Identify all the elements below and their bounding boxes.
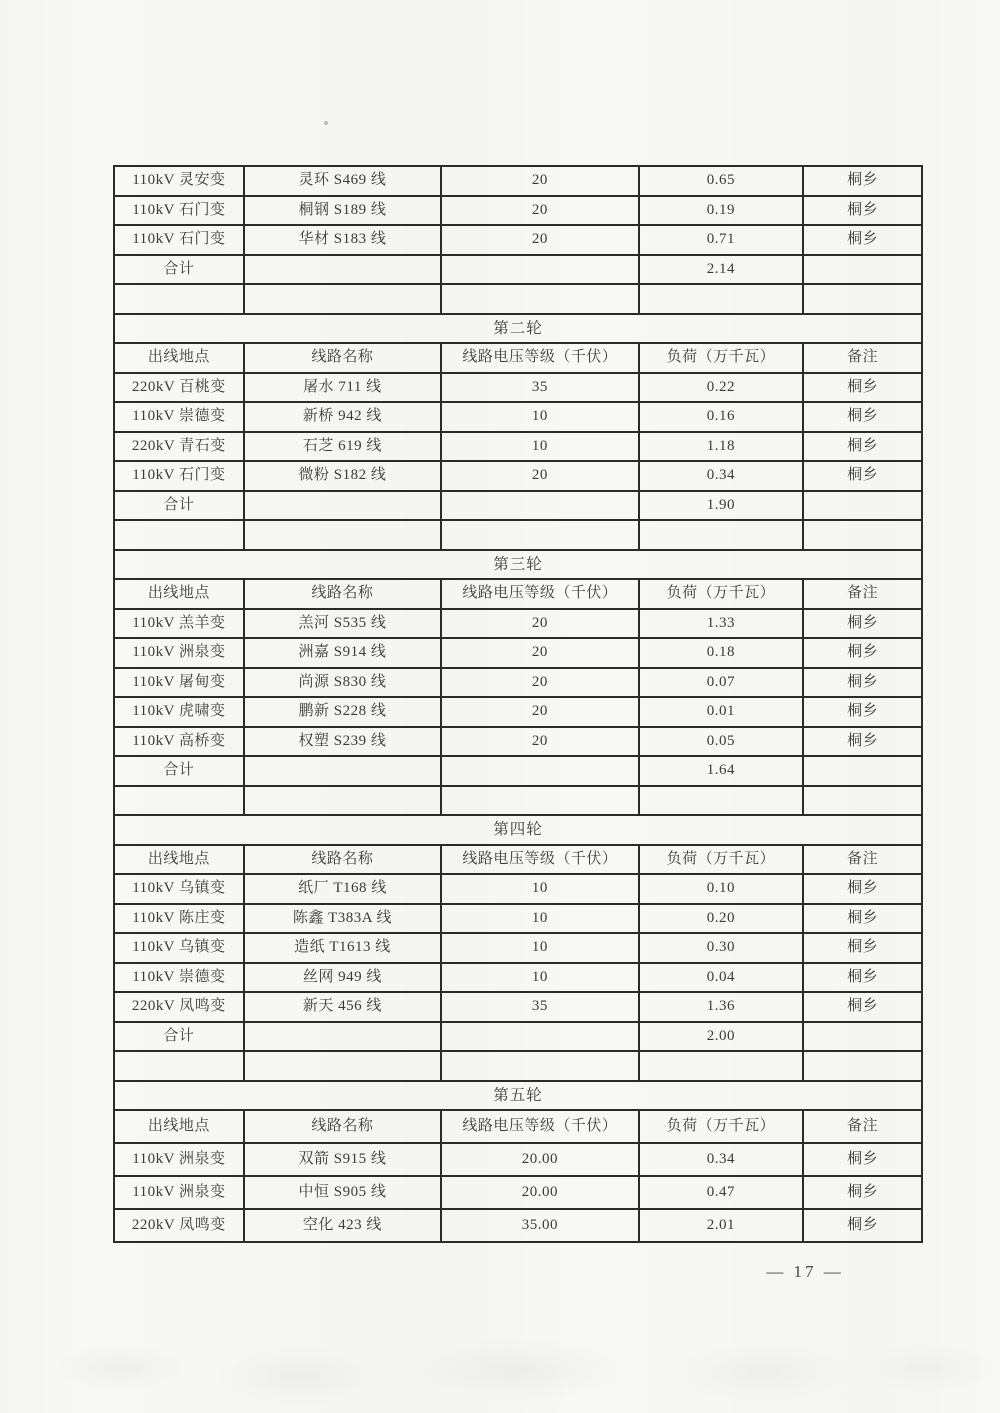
cell-line-name: 空化 423 线	[244, 1209, 441, 1242]
column-header-location: 出线地点	[114, 343, 244, 373]
cell-remark: 桐乡	[803, 196, 922, 226]
cell-empty	[639, 786, 804, 816]
cell-empty	[114, 1051, 244, 1081]
cell-location: 220kV 百桃变	[114, 373, 244, 403]
table-row	[114, 609, 922, 639]
cell-load: 0.34	[639, 1143, 804, 1176]
cell-remark: 桐乡	[803, 402, 922, 432]
cell-voltage: 20	[441, 697, 638, 727]
table-row	[114, 697, 922, 727]
cell-empty	[803, 520, 922, 550]
cell-location: 110kV 崇德变	[114, 963, 244, 993]
table-row	[114, 904, 922, 934]
cell-total-value: 2.14	[639, 255, 804, 285]
scan-artifact-dot	[324, 121, 328, 125]
cell-line-name: 双箭 S915 线	[244, 1143, 441, 1176]
cell-remark: 桐乡	[803, 461, 922, 491]
column-header-voltage: 线路电压等级（千伏）	[441, 579, 638, 609]
cell-location: 110kV 羔羊变	[114, 609, 244, 639]
cell-empty	[244, 1051, 441, 1081]
cell-line-name: 石芝 619 线	[244, 432, 441, 462]
cell-load: 2.01	[639, 1209, 804, 1242]
cell-location: 110kV 洲泉变	[114, 638, 244, 668]
cell-empty	[244, 491, 441, 521]
cell-location: 110kV 乌镇变	[114, 874, 244, 904]
cell-voltage: 20.00	[441, 1176, 638, 1209]
cell-remark: 桐乡	[803, 373, 922, 403]
table-row	[114, 373, 922, 403]
column-header-location: 出线地点	[114, 579, 244, 609]
section-title-row	[114, 314, 922, 344]
cell-voltage: 20	[441, 727, 638, 757]
cell-voltage: 20	[441, 668, 638, 698]
cell-remark: 桐乡	[803, 1176, 922, 1209]
cell-location: 110kV 陈庄变	[114, 904, 244, 934]
total-row	[114, 756, 922, 786]
cell-load: 0.04	[639, 963, 804, 993]
column-header-line-name: 线路名称	[244, 845, 441, 875]
cell-empty	[244, 284, 441, 314]
cell-location: 110kV 洲泉变	[114, 1176, 244, 1209]
cell-voltage: 20	[441, 638, 638, 668]
cell-location: 110kV 虎啸变	[114, 697, 244, 727]
cell-load: 0.47	[639, 1176, 804, 1209]
cell-load: 0.71	[639, 225, 804, 255]
cell-load: 0.20	[639, 904, 804, 934]
cell-empty	[803, 1051, 922, 1081]
cell-total-label: 合计	[114, 1022, 244, 1052]
table-row	[114, 638, 922, 668]
cell-empty	[441, 1022, 638, 1052]
section-title: 第三轮	[114, 550, 922, 580]
blank-spacer-row	[114, 786, 922, 816]
column-header-row	[114, 343, 922, 373]
section-title: 第五轮	[114, 1081, 922, 1111]
cell-voltage: 35	[441, 992, 638, 1022]
cell-load: 0.07	[639, 668, 804, 698]
cell-voltage: 20.00	[441, 1143, 638, 1176]
cell-total-label: 合计	[114, 255, 244, 285]
cell-empty	[244, 756, 441, 786]
table-row	[114, 1176, 922, 1209]
cell-line-name: 尚源 S830 线	[244, 668, 441, 698]
cell-location: 110kV 高桥变	[114, 727, 244, 757]
cell-load: 0.19	[639, 196, 804, 226]
table-row	[114, 196, 922, 226]
blank-spacer-row	[114, 284, 922, 314]
cell-empty	[639, 520, 804, 550]
cell-line-name: 微粉 S182 线	[244, 461, 441, 491]
cell-line-name: 中恒 S905 线	[244, 1176, 441, 1209]
page-number	[735, 1262, 875, 1282]
cell-line-name: 造纸 T1613 线	[244, 933, 441, 963]
column-header-voltage: 线路电压等级（千伏）	[441, 1110, 638, 1143]
cell-empty	[114, 284, 244, 314]
cell-remark: 桐乡	[803, 697, 922, 727]
cell-empty	[441, 756, 638, 786]
cell-voltage: 10	[441, 963, 638, 993]
cell-total-label: 合计	[114, 491, 244, 521]
table-row	[114, 1143, 922, 1176]
table-row	[114, 992, 922, 1022]
cell-total-value: 1.64	[639, 756, 804, 786]
cell-empty	[803, 756, 922, 786]
column-header-line-name: 线路名称	[244, 343, 441, 373]
column-header-line-name: 线路名称	[244, 579, 441, 609]
cell-remark: 桐乡	[803, 609, 922, 639]
column-header-load: 负荷（万千瓦）	[639, 1110, 804, 1143]
cell-load: 0.34	[639, 461, 804, 491]
cell-remark: 桐乡	[803, 904, 922, 934]
column-header-location: 出线地点	[114, 1110, 244, 1143]
cell-remark: 桐乡	[803, 963, 922, 993]
cell-remark: 桐乡	[803, 668, 922, 698]
cell-load: 0.10	[639, 874, 804, 904]
total-row	[114, 491, 922, 521]
cell-total-value: 1.90	[639, 491, 804, 521]
cell-empty	[803, 255, 922, 285]
section-title-row	[114, 815, 922, 845]
cell-load: 0.01	[639, 697, 804, 727]
total-row	[114, 255, 922, 285]
cell-load: 1.18	[639, 432, 804, 462]
cell-line-name: 鹏新 S228 线	[244, 697, 441, 727]
column-header-voltage: 线路电压等级（千伏）	[441, 343, 638, 373]
cell-line-name: 羔河 S535 线	[244, 609, 441, 639]
cell-empty	[114, 520, 244, 550]
cell-load: 0.30	[639, 933, 804, 963]
cell-location: 110kV 石门变	[114, 196, 244, 226]
cell-empty	[803, 1022, 922, 1052]
cell-empty	[803, 491, 922, 521]
cell-voltage: 35.00	[441, 1209, 638, 1242]
total-row	[114, 1022, 922, 1052]
cell-voltage: 10	[441, 432, 638, 462]
column-header-row	[114, 845, 922, 875]
cell-voltage: 20	[441, 166, 638, 196]
cell-remark: 桐乡	[803, 874, 922, 904]
cell-total-value: 2.00	[639, 1022, 804, 1052]
cell-empty	[441, 255, 638, 285]
column-header-voltage: 线路电压等级（千伏）	[441, 845, 638, 875]
cell-empty	[244, 786, 441, 816]
cell-location: 220kV 青石变	[114, 432, 244, 462]
column-header-load: 负荷（万千瓦）	[639, 845, 804, 875]
cell-location: 110kV 石门变	[114, 461, 244, 491]
table-row	[114, 402, 922, 432]
cell-load: 1.33	[639, 609, 804, 639]
column-header-load: 负荷（万千瓦）	[639, 343, 804, 373]
blank-spacer-row	[114, 520, 922, 550]
section-title-row	[114, 1081, 922, 1111]
cell-voltage: 20	[441, 225, 638, 255]
cell-remark: 桐乡	[803, 638, 922, 668]
cell-empty	[114, 786, 244, 816]
cell-remark: 桐乡	[803, 727, 922, 757]
cell-empty	[441, 786, 638, 816]
cell-location: 220kV 凤鸣变	[114, 992, 244, 1022]
cell-load: 1.36	[639, 992, 804, 1022]
cell-empty	[639, 1051, 804, 1081]
cell-empty	[244, 520, 441, 550]
cell-load: 0.16	[639, 402, 804, 432]
column-header-remark: 备注	[803, 343, 922, 373]
cell-load: 0.05	[639, 727, 804, 757]
cell-location: 220kV 凤鸣变	[114, 1209, 244, 1242]
cell-remark: 桐乡	[803, 432, 922, 462]
cell-voltage: 10	[441, 874, 638, 904]
cell-line-name: 丝网 949 线	[244, 963, 441, 993]
cell-empty	[639, 284, 804, 314]
cell-remark: 桐乡	[803, 225, 922, 255]
cell-location: 110kV 乌镇变	[114, 933, 244, 963]
cell-voltage: 20	[441, 461, 638, 491]
table-row	[114, 225, 922, 255]
cell-load: 0.65	[639, 166, 804, 196]
cell-empty	[441, 491, 638, 521]
cell-line-name: 屠水 711 线	[244, 373, 441, 403]
cell-location: 110kV 屠甸变	[114, 668, 244, 698]
cell-line-name: 新天 456 线	[244, 992, 441, 1022]
table-row	[114, 874, 922, 904]
column-header-location: 出线地点	[114, 845, 244, 875]
cell-line-name: 权塑 S239 线	[244, 727, 441, 757]
table-row	[114, 432, 922, 462]
page-number-text: — 17 —	[766, 1262, 844, 1281]
cell-location: 110kV 灵安变	[114, 166, 244, 196]
cell-empty	[441, 284, 638, 314]
cell-empty	[244, 1022, 441, 1052]
table-row	[114, 963, 922, 993]
cell-empty	[441, 520, 638, 550]
column-header-line-name: 线路名称	[244, 1110, 441, 1143]
cell-line-name: 华材 S183 线	[244, 225, 441, 255]
blank-spacer-row	[114, 1051, 922, 1081]
cell-load: 0.18	[639, 638, 804, 668]
table-row	[114, 933, 922, 963]
cell-voltage: 10	[441, 402, 638, 432]
power-line-schedule-table	[113, 165, 923, 1243]
cell-line-name: 纸厂 T168 线	[244, 874, 441, 904]
column-header-remark: 备注	[803, 845, 922, 875]
cell-line-name: 灵环 S469 线	[244, 166, 441, 196]
cell-line-name: 新桥 942 线	[244, 402, 441, 432]
cell-remark: 桐乡	[803, 933, 922, 963]
cell-remark: 桐乡	[803, 166, 922, 196]
cell-voltage: 20	[441, 196, 638, 226]
cell-remark: 桐乡	[803, 1143, 922, 1176]
cell-location: 110kV 石门变	[114, 225, 244, 255]
table-row	[114, 1209, 922, 1242]
cell-voltage: 35	[441, 373, 638, 403]
cell-total-label: 合计	[114, 756, 244, 786]
cell-remark: 桐乡	[803, 1209, 922, 1242]
cell-location: 110kV 洲泉变	[114, 1143, 244, 1176]
column-header-row	[114, 1110, 922, 1143]
cell-line-name: 桐钢 S189 线	[244, 196, 441, 226]
section-title: 第二轮	[114, 314, 922, 344]
column-header-remark: 备注	[803, 1110, 922, 1143]
table-row	[114, 166, 922, 196]
cell-load: 0.22	[639, 373, 804, 403]
table-row	[114, 461, 922, 491]
cell-empty	[441, 1051, 638, 1081]
cell-line-name: 陈鑫 T383A 线	[244, 904, 441, 934]
cell-voltage: 20	[441, 609, 638, 639]
cell-empty	[803, 284, 922, 314]
section-title-row	[114, 550, 922, 580]
cell-voltage: 10	[441, 933, 638, 963]
cell-empty	[803, 786, 922, 816]
column-header-load: 负荷（万千瓦）	[639, 579, 804, 609]
section-title: 第四轮	[114, 815, 922, 845]
table-row	[114, 668, 922, 698]
cell-location: 110kV 崇德变	[114, 402, 244, 432]
column-header-remark: 备注	[803, 579, 922, 609]
cell-voltage: 10	[441, 904, 638, 934]
cell-remark: 桐乡	[803, 992, 922, 1022]
table-row	[114, 727, 922, 757]
cell-empty	[244, 255, 441, 285]
cell-line-name: 洲嘉 S914 线	[244, 638, 441, 668]
column-header-row	[114, 579, 922, 609]
